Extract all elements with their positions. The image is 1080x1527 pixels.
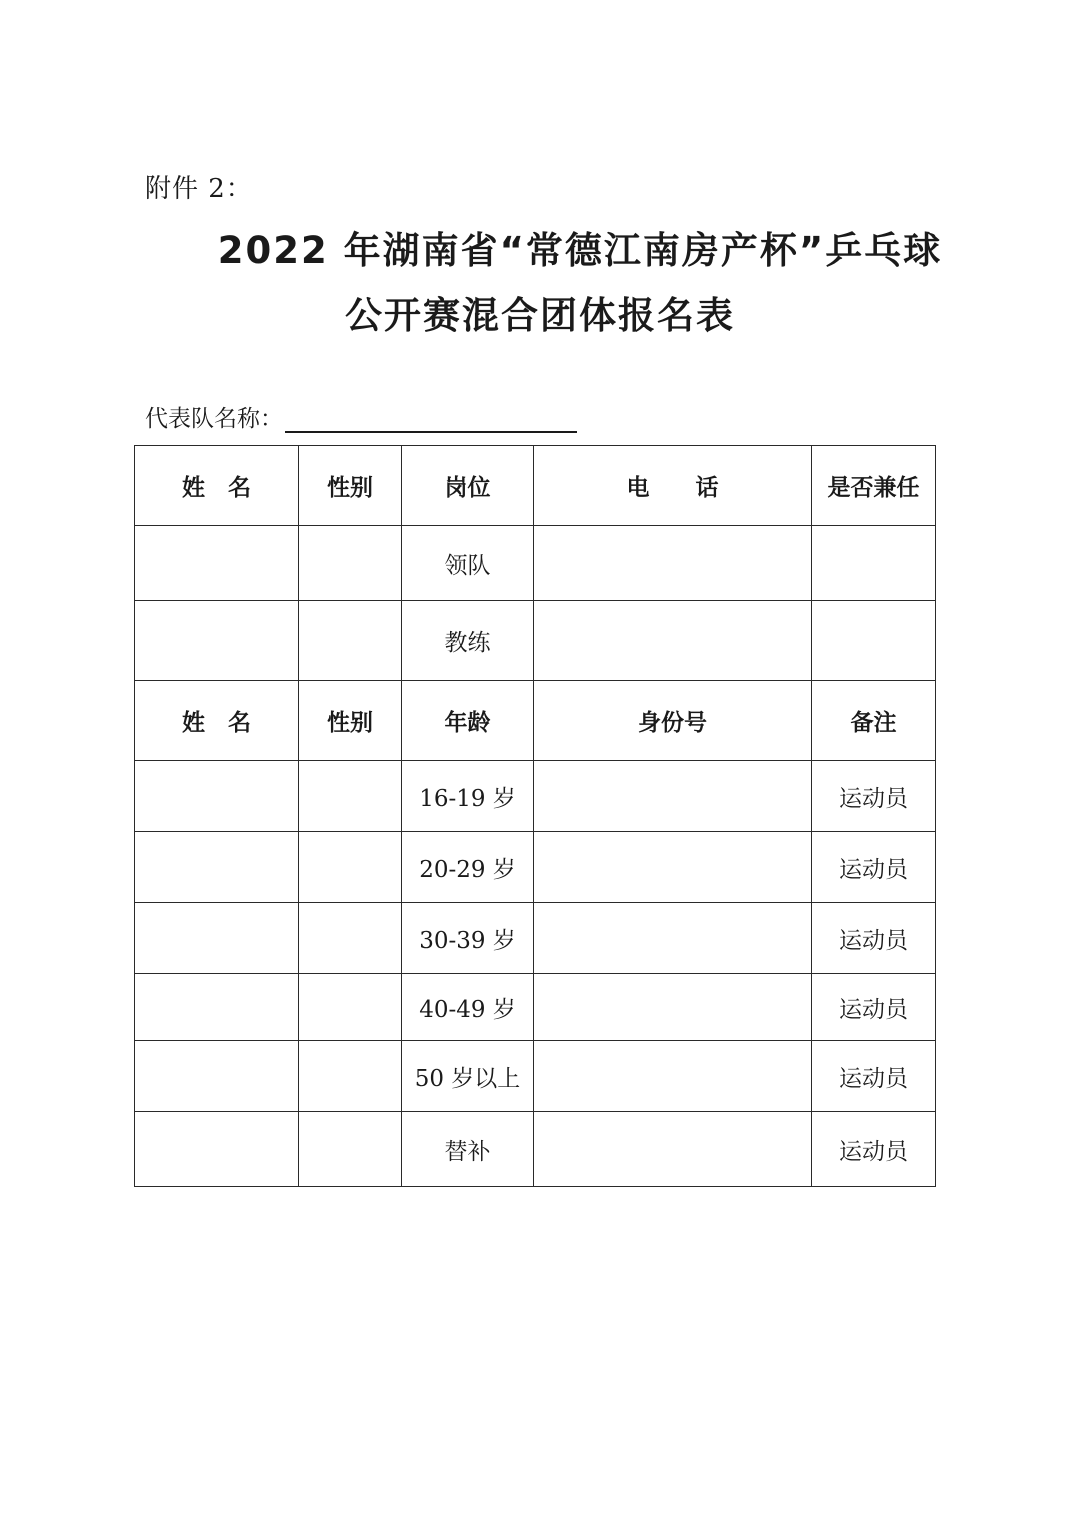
player-age-cell: 30-39 岁 xyxy=(402,903,534,974)
player-name-cell[interactable] xyxy=(135,761,299,832)
player-gender-cell[interactable] xyxy=(299,903,402,974)
staff-concurrent-cell[interactable] xyxy=(812,526,936,601)
registration-table xyxy=(134,445,936,1187)
header-concurrent: 是否兼任 xyxy=(812,446,936,526)
player-id-cell[interactable] xyxy=(534,1041,812,1112)
player-id-cell[interactable] xyxy=(534,903,812,974)
player-name-cell[interactable] xyxy=(135,1041,299,1112)
player-gender-cell[interactable] xyxy=(299,1112,402,1187)
page-title-line-1: 2022 年湖南省“常德江南房产杯”乒乓球 xyxy=(217,229,943,272)
header-age: 年龄 xyxy=(402,681,534,761)
staff-gender-cell[interactable] xyxy=(299,526,402,601)
staff-row xyxy=(135,526,936,601)
player-note-cell: 运动员 xyxy=(812,832,936,903)
header-name: 姓 名 xyxy=(135,446,299,526)
staff-phone-cell[interactable] xyxy=(534,601,812,681)
header-gender: 性别 xyxy=(299,681,402,761)
player-name-cell[interactable] xyxy=(135,832,299,903)
staff-row xyxy=(135,601,936,681)
header-position: 岗位 xyxy=(402,446,534,526)
player-age-cell: 16-19 岁 xyxy=(402,761,534,832)
team-name-blank[interactable] xyxy=(285,403,577,433)
player-id-cell[interactable] xyxy=(534,1112,812,1187)
player-note-cell: 运动员 xyxy=(812,1112,936,1187)
player-id-cell[interactable] xyxy=(534,832,812,903)
staff-position-cell: 领队 xyxy=(402,526,534,601)
header-phone: 电 话 xyxy=(534,446,812,526)
player-gender-cell[interactable] xyxy=(299,761,402,832)
player-note-cell: 运动员 xyxy=(812,903,936,974)
player-name-cell[interactable] xyxy=(135,1112,299,1187)
player-row xyxy=(135,903,936,974)
player-gender-cell[interactable] xyxy=(299,832,402,903)
page-title-line-2: 公开赛混合团体报名表 xyxy=(345,294,735,337)
staff-name-cell[interactable] xyxy=(135,601,299,681)
player-row xyxy=(135,832,936,903)
header-gender: 性别 xyxy=(299,446,402,526)
player-age-cell: 20-29 岁 xyxy=(402,832,534,903)
player-id-cell[interactable] xyxy=(534,974,812,1041)
header-note: 备注 xyxy=(812,681,936,761)
player-gender-cell[interactable] xyxy=(299,1041,402,1112)
player-name-cell[interactable] xyxy=(135,974,299,1041)
player-row xyxy=(135,1041,936,1112)
header-id-number: 身份号 xyxy=(534,681,812,761)
attachment-label: 附件 2： xyxy=(145,174,253,204)
player-age-cell: 40-49 岁 xyxy=(402,974,534,1041)
player-row xyxy=(135,1112,936,1187)
player-note-cell: 运动员 xyxy=(812,1041,936,1112)
player-age-cell: 50 岁以上 xyxy=(402,1041,534,1112)
player-row xyxy=(135,974,936,1041)
staff-header-row xyxy=(135,446,936,526)
player-name-cell[interactable] xyxy=(135,903,299,974)
staff-phone-cell[interactable] xyxy=(534,526,812,601)
staff-concurrent-cell[interactable] xyxy=(812,601,936,681)
staff-position-cell: 教练 xyxy=(402,601,534,681)
player-id-cell[interactable] xyxy=(534,761,812,832)
team-name-row xyxy=(145,400,577,433)
player-gender-cell[interactable] xyxy=(299,974,402,1041)
player-note-cell: 运动员 xyxy=(812,974,936,1041)
team-name-label: 代表队名称： xyxy=(145,406,283,432)
player-age-cell: 替补 xyxy=(402,1112,534,1187)
player-note-cell: 运动员 xyxy=(812,761,936,832)
staff-gender-cell[interactable] xyxy=(299,601,402,681)
header-name: 姓 名 xyxy=(135,681,299,761)
player-header-row xyxy=(135,681,936,761)
staff-name-cell[interactable] xyxy=(135,526,299,601)
player-row xyxy=(135,761,936,832)
